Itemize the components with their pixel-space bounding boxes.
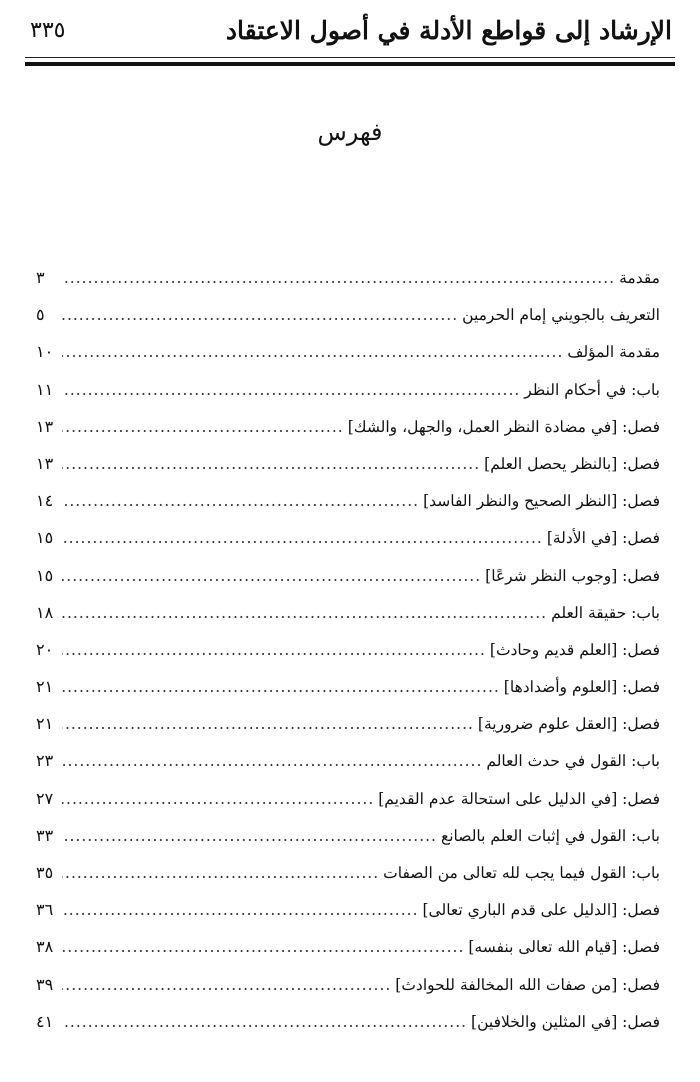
toc-entry-page: ١٥ [36,565,54,585]
toc-entry[interactable] [36,268,660,305]
toc-entry-label: فصل: [وجوب النظر شرعًا] [485,566,660,585]
toc-entry-label: فصل: [العلم قديم وحادث] [489,640,660,659]
dot-leader [62,938,464,956]
toc-entry[interactable] [36,789,660,826]
dot-leader [62,343,563,361]
toc-entry[interactable] [36,528,660,565]
toc-entry[interactable] [36,863,660,900]
toc-entry[interactable] [36,417,660,454]
book-title: الإرشاد إلى قواطع الأدلة في أصول الاعتقاد [225,16,672,45]
toc-entry-label: فصل: [من صفات الله المخالفة للحوادث] [395,975,660,994]
toc-entry[interactable] [36,714,660,751]
toc-entry[interactable] [36,900,660,937]
toc-entry-label: فصل: [في مضادة النظر العمل، والجهل، والشك] [347,417,660,436]
toc-entry[interactable] [36,640,660,677]
toc-entry-label: فصل: [العلوم وأضدادها] [503,678,660,697]
toc-entry-label: مقدمة المؤلف [567,343,660,362]
toc-entry[interactable] [36,566,660,603]
toc-entry-label: فصل: [في الأدلة] [546,529,660,548]
toc-entry[interactable] [36,677,660,714]
dot-leader [62,827,437,845]
dot-leader [62,976,391,994]
dot-leader [62,269,615,287]
toc-entry[interactable] [36,380,660,417]
toc-entry-page: ٢٠ [36,639,54,659]
toc-entry-page: ٢٧ [36,788,54,808]
dot-leader [62,567,481,585]
running-header [30,14,672,54]
dot-leader [62,492,419,510]
page-number: ٣٣٥ [30,18,66,43]
toc-entry[interactable] [36,1012,660,1049]
toc-entry-label: فصل: [قيام الله تعالى بنفسه] [468,938,660,957]
toc-entry[interactable] [36,454,660,491]
toc-entry-label: باب: حقيقة العلم [551,603,660,622]
dot-leader [62,752,482,770]
dot-leader [62,306,458,324]
toc-entry-page: ٣ [36,268,45,287]
dot-leader [62,604,547,622]
toc-entry-page: ٢١ [36,714,54,734]
dot-leader [62,864,379,882]
toc-entry-page: ٣٣ [36,825,54,845]
toc-entry-page: ٢١ [36,677,54,697]
toc-entry-page: ١٠ [36,342,54,362]
toc-entry-label: فصل: [العقل علوم ضرورية] [477,715,660,734]
toc-entry[interactable] [36,937,660,974]
toc-entry[interactable] [36,826,660,863]
toc-entry-label: التعريف بالجويني إمام الحرمين [462,306,660,325]
toc-entry-label: فصل: [الدليل على قدم الباري تعالى] [422,901,660,920]
toc-entry[interactable] [36,305,660,342]
header-double-rule [25,57,675,66]
toc-entry-page: ٣٩ [36,974,54,994]
toc-entry-label: باب: في أحكام النظر [524,380,660,399]
toc-entry-label: فصل: [في المثلين والخلافين] [471,1012,660,1031]
toc-entry-label: باب: القول في إثبات العلم بالصانع [440,826,660,845]
toc-entry-label: فصل: [النظر الصحيح والنظر الفاسد] [423,492,660,511]
toc-entry[interactable] [36,342,660,379]
dot-leader [62,529,543,547]
dot-leader [62,1013,467,1031]
dot-leader [62,455,480,473]
dot-leader [62,381,520,399]
toc-entry-page: ١٣ [36,453,54,473]
toc-entry-page: ٤١ [36,1011,54,1031]
toc-entry-label: باب: القول فيما يجب لله تعالى من الصفات [383,864,660,882]
toc-entry-label: مقدمة [619,269,660,287]
toc-entry-label: فصل: [بالنظر يحصل العلم] [484,454,660,473]
toc-entry-page: ١٥ [36,528,54,548]
toc-entry[interactable] [36,751,660,788]
dot-leader [62,678,500,696]
dot-leader [62,901,419,919]
toc-entry-page: ٥ [36,305,45,325]
dot-leader [62,418,344,436]
toc-entry-label: باب: القول في حدث العالم [486,752,660,771]
toc-entry-page: ١٣ [36,416,54,436]
table-of-contents [36,268,660,1049]
toc-entry-page: ٣٦ [36,900,54,920]
toc-entry-page: ٣٥ [36,863,54,882]
toc-entry-page: ١١ [36,379,54,399]
page-title: فهرس [317,118,383,146]
toc-entry-page: ١٤ [36,491,54,511]
toc-entry[interactable] [36,975,660,1012]
dot-leader [62,715,474,733]
toc-entry-page: ٣٨ [36,937,54,957]
dot-leader [62,641,486,659]
toc-entry-page: ١٨ [36,602,54,622]
toc-entry[interactable] [36,603,660,640]
toc-entry[interactable] [36,491,660,528]
dot-leader [62,790,374,808]
toc-entry-page: ٢٣ [36,751,54,771]
toc-entry-label: فصل: [في الدليل على استحالة عدم القديم] [378,789,660,808]
